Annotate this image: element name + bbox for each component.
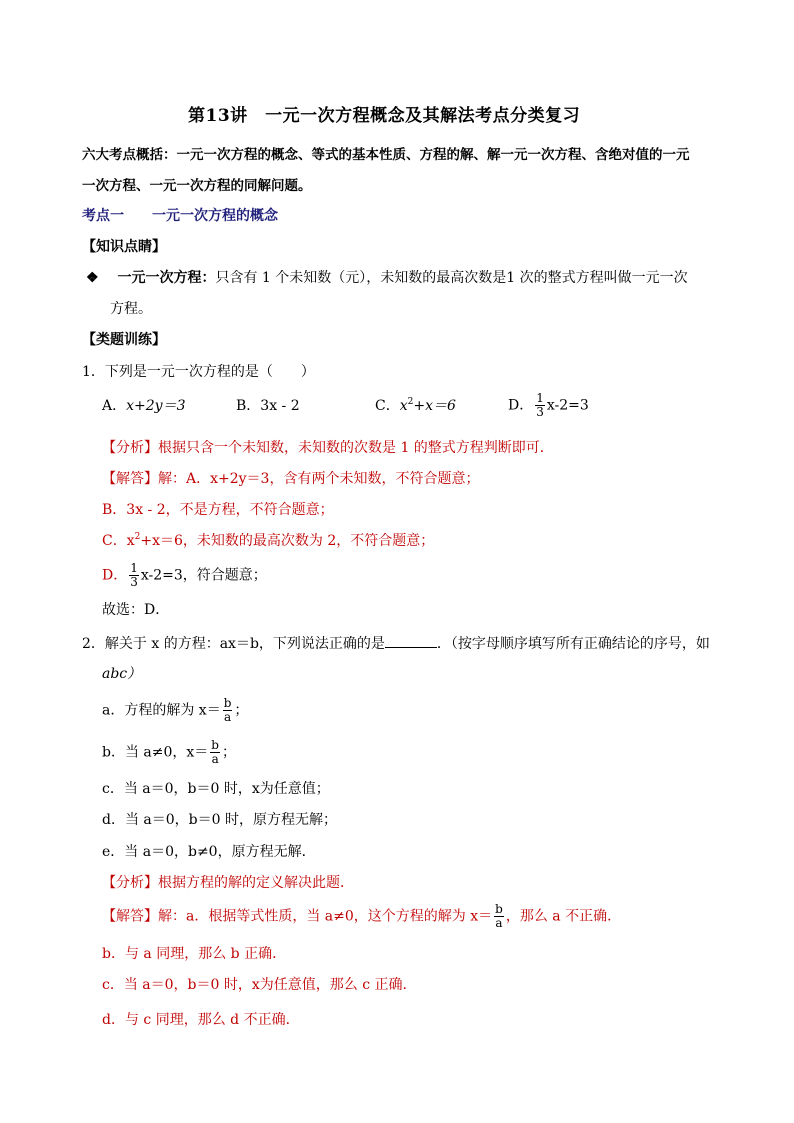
answer-tag: 【解答】 [102, 471, 158, 487]
definition-line-2: 方程。 [110, 301, 152, 317]
answer-a-text: 解：a．根据等式性质，当 a≠0，这个方程的解为 x＝ [158, 908, 493, 925]
q1-option-c [375, 396, 456, 416]
q2-statement-d: d．当 a＝0，b＝0 时，原方程无解； [102, 812, 337, 828]
fraction-numerator: 1 [130, 561, 138, 575]
section-heading: 考点一 一元一次方程的概念 [82, 208, 278, 224]
q1-answer-b: B．3x - 2，不是方程，不符合题意； [102, 502, 334, 518]
statement-b-fraction [210, 739, 220, 766]
q2-answer-b: b．与 a 同理，那么 b 正确． [102, 946, 287, 962]
option-c-base: x [399, 398, 408, 414]
answer-c-exponent: 2 [134, 532, 141, 542]
answer-d-pre: D． [102, 567, 128, 584]
statement-a-fraction [223, 697, 233, 724]
overview-line-1: 六大考点概括：一元一次方程的概念、等式的基本性质、方程的解、解一元一次方程、含绝对值的一元 [82, 147, 690, 163]
statement-a-text: a．方程的解为 x＝ [102, 702, 221, 719]
fraction-numerator: b [211, 738, 219, 752]
statement-b-text: b．当 a≠0，x＝ [102, 744, 209, 761]
bullet-diamond-icon: ❖ [86, 270, 99, 286]
q1-answer-d [102, 562, 267, 589]
answer-c-rest: +x＝6，未知数的最高次数为 2，不符合题意； [140, 533, 435, 549]
analysis-text: 根据只含一个未知数，未知数的次数是 1 的整式方程判断即可． [158, 440, 554, 456]
option-a-label: A． [102, 398, 127, 414]
q2-statement-b [102, 739, 236, 766]
option-c-rest: +x＝6 [413, 398, 456, 414]
option-c-label: C． [375, 398, 400, 414]
fraction-numerator: b [495, 902, 503, 916]
q2-statement-a [102, 697, 248, 724]
answer-a-text: 解：A．x+2y＝3，含有两个未知数，不符合题意； [158, 471, 480, 487]
statement-a-end: ； [234, 702, 249, 719]
q2-stem-instruction: ．（按字母顺序填写所有正确结论的序号，如 [436, 636, 710, 652]
q1-option-d [508, 392, 589, 419]
q2-statement-e: e．当 a＝0，b≠0，原方程无解． [102, 844, 316, 860]
question-1-stem: 1．下列是一元一次方程的是（ ） [82, 364, 315, 380]
option-b-text: 3x - 2 [260, 398, 300, 414]
definition-line-1 [86, 268, 688, 288]
fraction-denominator: a [211, 752, 219, 766]
option-d-fraction [535, 392, 545, 419]
option-d-rest: x-2=3 [546, 397, 589, 414]
knowledge-label: 【知识点睛】 [82, 239, 166, 255]
answer-d-fraction [129, 562, 139, 589]
q2-stem-text: 2．解关于 x 的方程：ax＝b，下列说法正确的是 [82, 636, 385, 652]
answer-a-fraction [494, 903, 504, 930]
q1-choice: 故选：D． [102, 602, 170, 618]
q1-answer-c [102, 531, 434, 551]
analysis-tag: 【分析】 [102, 440, 158, 456]
answer-tag: 【解答】 [102, 908, 158, 925]
q2-answer-a [102, 903, 621, 930]
q1-answer-a [102, 469, 479, 489]
option-a-text: x+2y＝3 [126, 398, 186, 414]
page-title: 第13讲 一元一次方程概念及其解法考点分类复习 [188, 106, 581, 126]
option-d-label: D． [508, 397, 534, 414]
q2-answer-c: c．当 a＝0，b＝0 时，x为任意值，那么 c 正确． [102, 977, 417, 993]
option-c-exponent: 2 [407, 397, 414, 407]
option-b-label: B． [236, 398, 261, 414]
fraction-denominator: a [495, 916, 503, 930]
fraction-denominator: a [223, 710, 232, 724]
fraction-denominator: 3 [130, 575, 138, 589]
training-label: 【类题训练】 [82, 332, 166, 348]
q1-analysis [102, 438, 554, 458]
q2-analysis [102, 873, 354, 893]
fraction-numerator: b [223, 696, 232, 710]
answer-d-rest: x-2=3，符合题意； [140, 567, 267, 584]
definition-term: 一元一次方程： [117, 270, 216, 286]
analysis-tag: 【分析】 [102, 875, 158, 891]
answer-a-end: ，那么 a 不正确． [505, 908, 622, 925]
q1-option-b [236, 396, 300, 416]
answer-blank [385, 633, 437, 648]
question-2-stem-line-1 [82, 633, 710, 654]
fraction-numerator: 1 [536, 391, 544, 405]
question-2-stem-line-2: abc） [102, 666, 142, 682]
overview-line-2: 一次方程、一元一次方程的同解问题。 [82, 178, 312, 194]
definition-text: 只含有 1 个未知数（元），未知数的最高次数是1 次的整式方程叫做一元一次 [215, 270, 688, 286]
answer-c-pre: C．x [102, 533, 135, 549]
q2-answer-d: d．与 c 同理，那么 d 不正确． [102, 1012, 300, 1028]
analysis-text: 根据方程的解的定义解决此题． [158, 875, 354, 891]
q2-statement-c: c．当 a＝0，b＝0 时，x为任意值； [102, 781, 330, 797]
statement-b-end: ； [221, 744, 236, 761]
q1-option-a [102, 396, 185, 416]
fraction-denominator: 3 [536, 405, 544, 419]
